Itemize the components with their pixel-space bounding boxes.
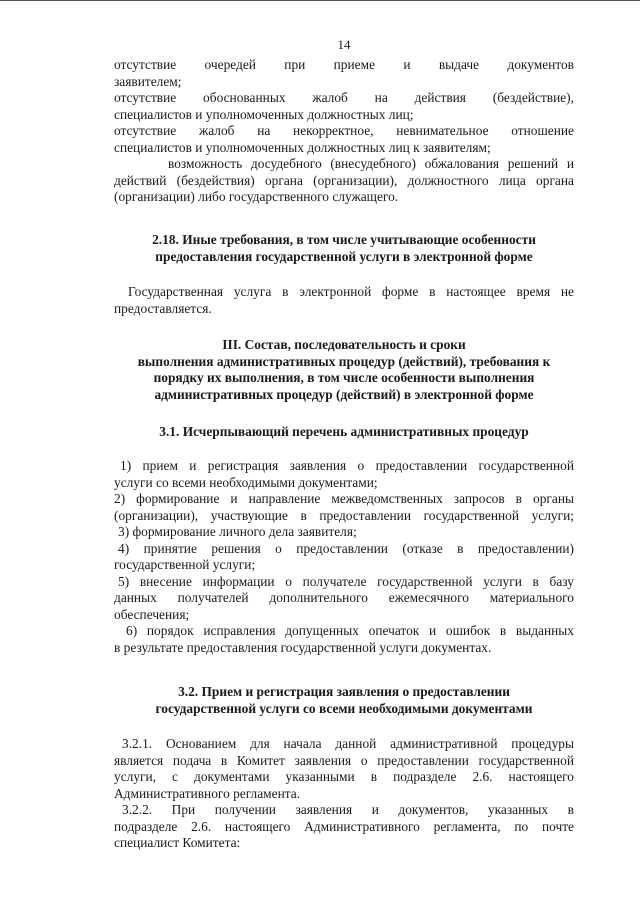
text-line: услуги, с документами указанными в подразделе 2.6. настоящего <box>114 769 574 784</box>
electronic-form-paragraph <box>114 284 574 317</box>
text-line: 3.2.1. Основанием для начала данной административной процедуры <box>122 736 574 751</box>
text-line: государственной услуги; <box>114 557 256 572</box>
top-border-line <box>0 0 640 1</box>
heading-line: 2.18. Иные требования, в том числе учитывающие особенности <box>152 232 536 247</box>
heading-line: выполнения административных процедур (действий), требования к <box>137 353 551 369</box>
text-line: специалистов и уполномоченных должностных лиц; <box>114 106 414 122</box>
heading-line: 3.1. Исчерпывающий перечень административных процедур <box>159 424 529 439</box>
text-line: подразделе 2.6. настоящего Административного регламента, по почте <box>114 818 574 834</box>
text-line: Государственная услуга в электронной форме в настоящее время не <box>128 284 574 299</box>
section-heading-III <box>114 337 574 403</box>
text-line: (организации), участвующие в предоставлении государственной услуги; <box>114 507 574 523</box>
criteria-list <box>114 57 574 206</box>
text-line: предоставляется. <box>114 300 212 316</box>
text-line: действий (бездействия) органа (организации), должностного лица органа <box>114 172 574 188</box>
text-line: данных получателей дополнительного ежемесячного материального <box>114 590 574 605</box>
text-line: 3.2.2. При получении заявления и документов, указанных в <box>122 802 574 817</box>
text-line: Административного регламента. <box>114 785 301 801</box>
heading-line: 3.2. Прием и регистрация заявления о предоставлении <box>178 684 510 699</box>
list-item: 5) внесение информации о получателе государственной услуги в базу <box>118 573 574 589</box>
text-line: заявителем; <box>114 73 182 89</box>
text-line: отсутствие жалоб на некорректное, невнимательное отношение <box>114 123 574 138</box>
text-line: является подача в Комитет заявления о предоставлении государственной <box>114 752 574 768</box>
heading-line: предоставления государственной услуги в электронной форме <box>155 248 533 264</box>
list-item: 6) порядок исправления допущенных опечаток и ошибок в выданных <box>126 623 574 638</box>
heading-line: административных процедур (действий) в электронной форме <box>154 386 534 402</box>
text-line: отсутствие обоснованных жалоб на действия (бездействие), <box>114 90 574 105</box>
text-line: специалист Комитета: <box>114 835 241 850</box>
text-line: в результате предоставления государственной услуги документах. <box>114 639 492 655</box>
heading-line: III. Состав, последовательность и сроки <box>222 337 466 352</box>
procedures-list <box>114 458 574 656</box>
procedure-3-2-paragraphs <box>114 736 574 852</box>
heading-line: государственной услуги со всеми необходимыми документами <box>155 700 533 716</box>
section-heading-3-2 <box>114 684 574 717</box>
text-line: (организации) либо государственного служащего. <box>114 189 399 204</box>
section-heading-3-1 <box>114 424 574 441</box>
text-line: обеспечения; <box>114 606 190 622</box>
list-item: 2) формирование и направление межведомственных запросов в органы <box>114 491 574 506</box>
page-number: 14 <box>337 37 351 52</box>
text-line: специалистов и уполномоченных должностных лиц к заявителям; <box>114 139 491 155</box>
list-item: 1) прием и регистрация заявления о предоставлении государственной <box>120 458 574 473</box>
text-line: услуги со всеми необходимыми документами; <box>114 474 378 490</box>
list-item: 3) формирование личного дела заявителя; <box>118 524 357 539</box>
section-heading-2-18 <box>114 232 574 265</box>
heading-line: порядку их выполнения, в том числе особенности выполнения <box>153 370 535 385</box>
text-line: отсутствие очередей при приеме и выдаче документов <box>114 57 574 72</box>
text-line: возможность досудебного (внесудебного) обжалования решений и <box>168 156 574 171</box>
list-item: 4) принятие решения о предоставлении (отказе в предоставлении) <box>118 540 574 556</box>
